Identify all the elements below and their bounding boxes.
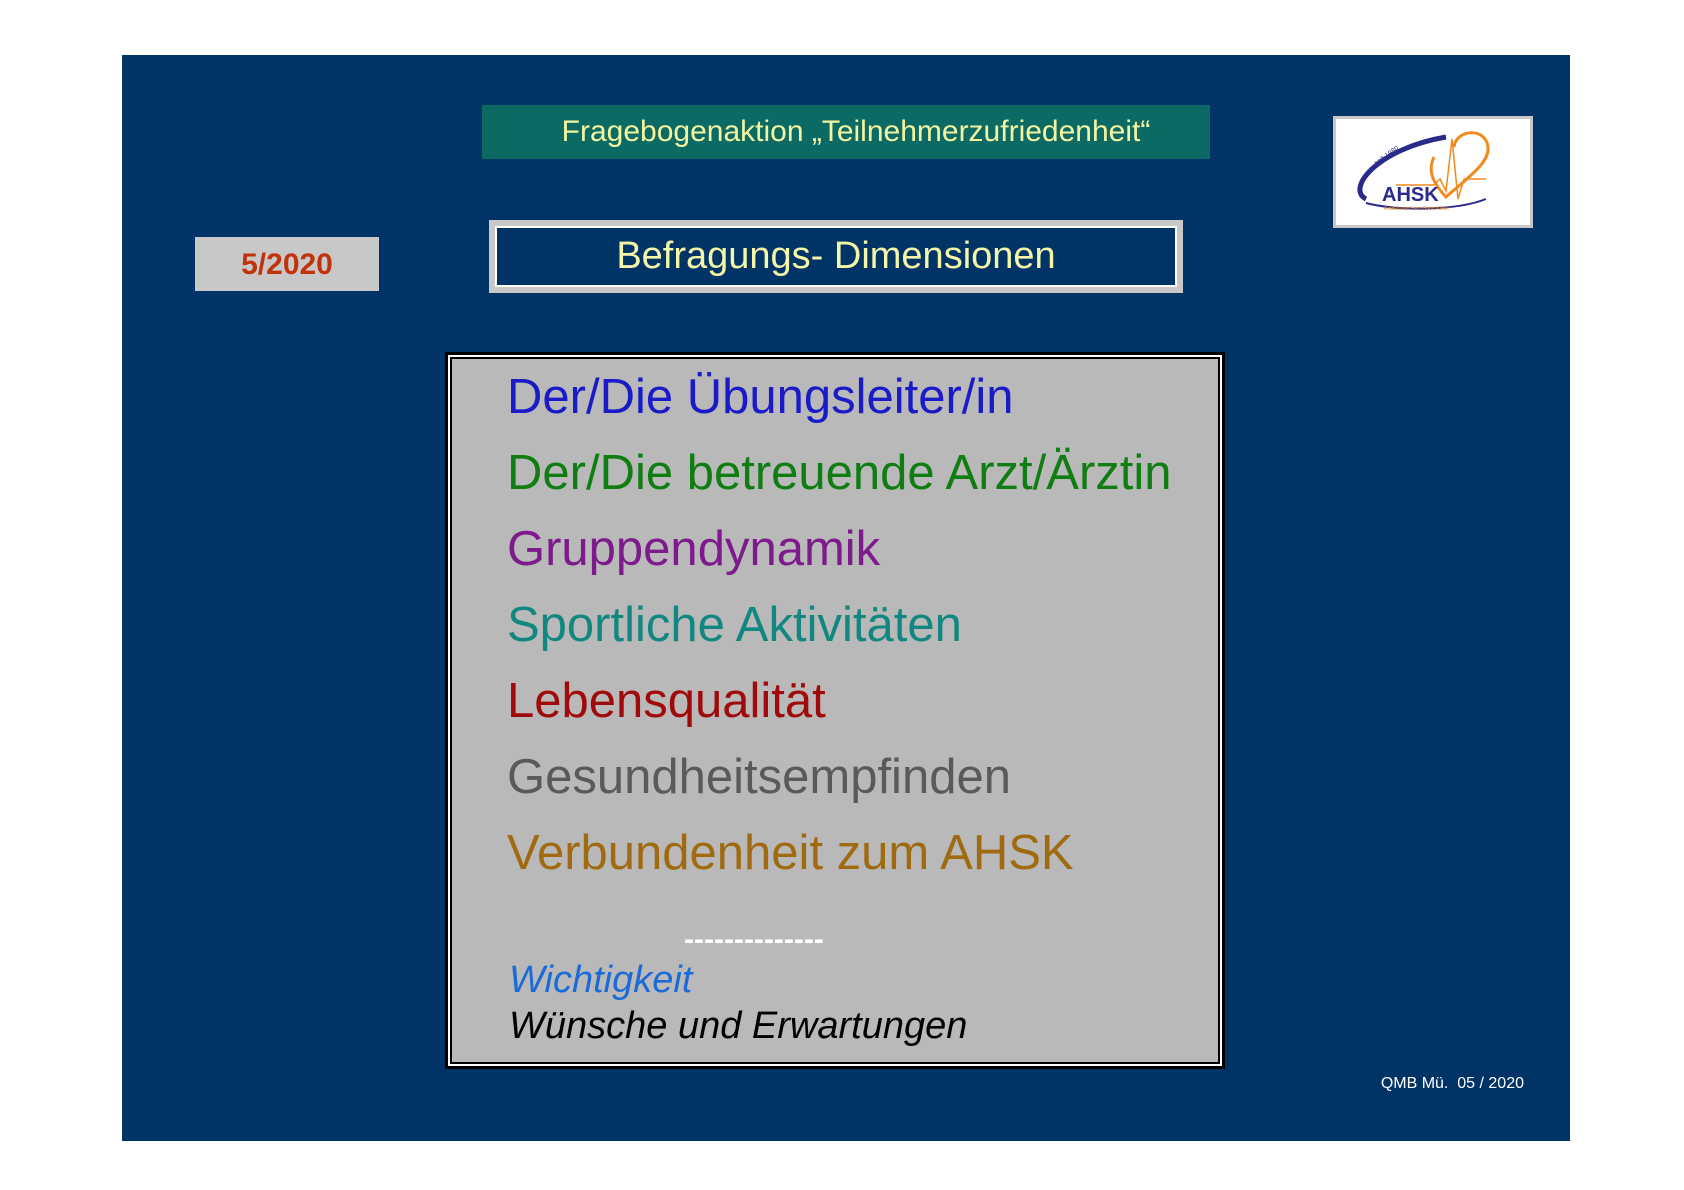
dimension-item: Der/Die Übungsleiter/in bbox=[507, 370, 1014, 424]
separator: -------------- bbox=[684, 923, 824, 956]
extra-item: Wünsche und Erwartungen bbox=[509, 1005, 968, 1047]
dimensions-panel bbox=[445, 352, 1225, 1069]
heart-icon bbox=[1431, 133, 1488, 197]
logo-subtitle: Ambulanter Herz-Sport Kleve bbox=[1384, 206, 1450, 212]
slide bbox=[122, 55, 1570, 1141]
dimension-item: Sportliche Aktivitäten bbox=[507, 598, 962, 652]
dimension-item: Verbundenheit zum AHSK bbox=[507, 826, 1074, 880]
logo-text: AHSK bbox=[1382, 184, 1439, 206]
logo-since: seit 1980 bbox=[1373, 144, 1401, 167]
dimension-item: Der/Die betreuende Arzt/Ärztin bbox=[507, 446, 1172, 500]
title-box bbox=[489, 220, 1183, 293]
dimension-item: Gruppendynamik bbox=[507, 522, 881, 576]
dimension-item: Gesundheitsempfinden bbox=[507, 750, 1011, 804]
dimension-item: Lebensqualität bbox=[507, 674, 826, 728]
header-banner: Fragebogenaktion „Teilnehmerzufriedenheit“ bbox=[482, 105, 1210, 159]
footer-note: QMB Mü. 05 / 2020 bbox=[1380, 1075, 1524, 1092]
extra-item: Wichtigkeit bbox=[509, 959, 693, 1001]
date-badge: 5/2020 bbox=[195, 237, 379, 291]
ahsk-logo bbox=[1333, 116, 1533, 228]
page-title: Befragungs- Dimensionen bbox=[495, 226, 1177, 287]
